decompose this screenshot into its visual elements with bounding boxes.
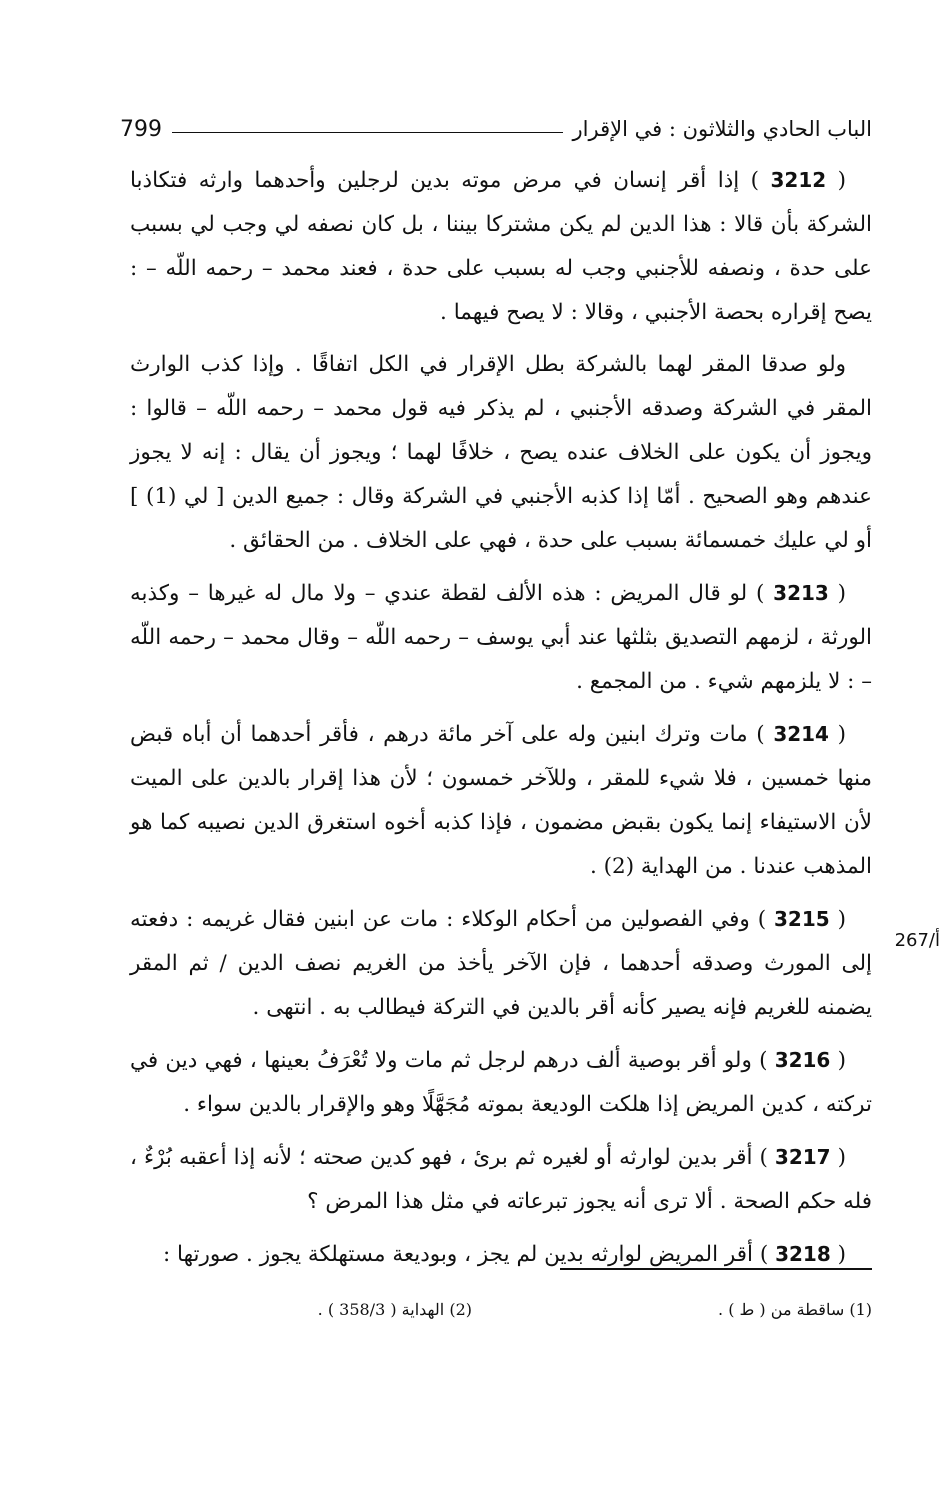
issue-number: 3215 <box>774 907 830 931</box>
paragraph-continuation <box>130 343 872 563</box>
footnote-separator <box>560 1268 872 1270</box>
paragraph-3212: ( 3212 ) إذا أقر إنسان في مرض موته بدين لرجلين وأحدهما وارثه فتكاذبا الشركة بأن قالا : هذا الدين لم يكن مشتركا بيننا ، بل كان نصفه لي وجب لي بسبب على حدة ، ونصفه للأجنبي وجب له بسبب على حدة ، فعند محمد – رحمه اللّه – : يصح إقراره بحصة الأجنبي ، وقالا : لا يصح فيهما . <box>130 168 872 325</box>
main-text <box>130 158 872 1285</box>
paragraph-text: ) ولو أقر بوصية ألف درهم لرجل ثم مات ولا تُعْرَفُ بعينها ، فهي دين في تركته ، كدين المريض إذا هلكت الوديعة بموته مُجَهَّلًا وهو والإقرار بالدين سواء . <box>130 1048 872 1117</box>
footnote-2: (2) الهداية ( 358/3 ) . <box>317 1300 472 1319</box>
issue-number: 3213 <box>773 581 829 605</box>
issue-number: 3214 <box>773 722 829 746</box>
paragraph-text: ) إذا أقر إنسان في مرض موته بدين لرجلين وأحدهما وارثه فتكاذبا الشركة بأن قالا : هذا الدين لم يكن مشتركا بيننا ، بل كان نصفه لي وجب لي بسبب على حدة ، ونصفه للأجنبي وجب له بسبب على حدة ، فعند محمد – رحمه اللّه – : يصح إقراره بحصة الأجنبي ، وقالا : لا يصح فيهما . <box>130 168 872 325</box>
paragraph-3216: ( 3216 ) ولو أقر بوصية ألف درهم لرجل ثم مات ولا تُعْرَفُ بعينها ، فهي دين في تركته ، كدين المريض إذا هلكت الوديعة بموته مُجَهَّلًا وهو والإقرار بالدين سواء . <box>130 1048 872 1117</box>
paragraph-3218: ( 3218 ) أقر المريض لوارثه بدين لم يجز ، وبوديعة مستهلكة يجوز . صورتها : <box>162 1242 846 1267</box>
footnote-1: (1) ساقطة من ( ط ) . <box>718 1300 872 1319</box>
chapter-title: الباب الحادي والثلاثون : في الإقرار <box>572 117 872 141</box>
issue-number: 3216 <box>774 1048 831 1072</box>
footnotes <box>130 1300 872 1330</box>
paragraph-text: ولو صدقا المقر لهما بالشركة بطل الإقرار في الكل اتفاقًا . وإذا كذب الوارث المقر في الشركة وصدقه الأجنبي ، لم يذكر فيه قول محمد – رحمه اللّه – قالوا : ويجوز أن يكون على الخلاف عنده يصح ، خلافًا لهما ؛ ويجوز أن يقال : إنه لا يجوز عندهم وهو الصحيح . أمّا إذا كذبه الأجنبي في الشركة وقال : جميع الدين [ لي (1) ] أو لي عليك خمسمائة بسبب على حدة ، فهي على الخلاف . من الحقائق . <box>130 352 872 553</box>
issue-number: 3218 <box>775 1242 831 1266</box>
paragraph-3217: ( 3217 ) أقر بدين لوارثه أو لغيره ثم برئ ، فهو كدين صحته ؛ لأنه إذا أعقبه بُرْءٌ ، فله حكم الصحة . ألا ترى أنه يجوز تبرعاته في مثل هذا المرض ؟ <box>130 1145 872 1214</box>
page-number: 799 <box>120 116 162 142</box>
issue-number: 3217 <box>774 1145 831 1169</box>
paragraph-text: ) مات وترك ابنين وله على آخر مائة درهم ، فأقر أحدهما أن أباه قبض منها خمسين ، فلا شيء للمقر ، وللآخر خمسون ؛ لأن هذا إقرار بالدين على الميت لأن الاستيفاء إنما يكون بقبض مضمون ، فإذا كذبه أخوه استغرق الدين نصيبه كما هو المذهب عندنا . من الهداية (2) . <box>130 722 872 879</box>
paragraph-text: ) لو قال المريض : هذه الألف لقطة عندي – ولا مال له غيرها – وكذبه الورثة ، لزمهم التصديق بثلثها عند أبي يوسف – رحمه اللّه – وقال محمد – رحمه اللّه – : لا يلزمهم شيء . من المجمع . <box>130 581 872 694</box>
paragraph-text: ) وفي الفصولين من أحكام الوكلاء : مات عن ابنين فقال غريمه : دفعته إلى المورث وصدقه أحدهما ، فإن الآخر يأخذ من الغريم نصف الدين / ثم المقر يضمنه للغريم فإنه يصير كأنه أقر بالدين في التركة فيطالب به . انتهى . <box>130 907 872 1020</box>
manuscript-folio-note: 267/أ <box>894 930 940 951</box>
header-rule <box>172 132 563 133</box>
paragraph-text: ) أقر بدين لوارثه أو لغيره ثم برئ ، فهو كدين صحته ؛ لأنه إذا أعقبه بُرْءٌ ، فله حكم الصحة . ألا ترى أنه يجوز تبرعاته في مثل هذا المرض ؟ <box>130 1145 872 1214</box>
paragraph-3213: ( 3213 ) لو قال المريض : هذه الألف لقطة عندي – ولا مال له غيرها – وكذبه الورثة ، لزمهم التصديق بثلثها عند أبي يوسف – رحمه اللّه – وقال محمد – رحمه اللّه – : لا يلزمهم شيء . من المجمع . <box>130 581 872 694</box>
paragraph-3215: ( 3215 ) وفي الفصولين من أحكام الوكلاء : مات عن ابنين فقال غريمه : دفعته إلى المورث وصدقه أحدهما ، فإن الآخر يأخذ من الغريم نصف الدين / ثم المقر يضمنه للغريم فإنه يصير كأنه أقر بالدين في التركة فيطالب به . انتهى . <box>130 907 872 1020</box>
running-header <box>120 112 872 146</box>
issue-number: 3212 <box>770 168 827 192</box>
paragraph-text: ) أقر المريض لوارثه بدين لم يجز ، وبوديعة مستهلكة يجوز . صورتها : <box>162 1242 776 1267</box>
paragraph-3214: ( 3214 ) مات وترك ابنين وله على آخر مائة درهم ، فأقر أحدهما أن أباه قبض منها خمسين ، فلا شيء للمقر ، وللآخر خمسون ؛ لأن هذا إقرار بالدين على الميت لأن الاستيفاء إنما يكون بقبض مضمون ، فإذا كذبه أخوه استغرق الدين نصيبه كما هو المذهب عندنا . من الهداية (2) . <box>130 722 872 879</box>
